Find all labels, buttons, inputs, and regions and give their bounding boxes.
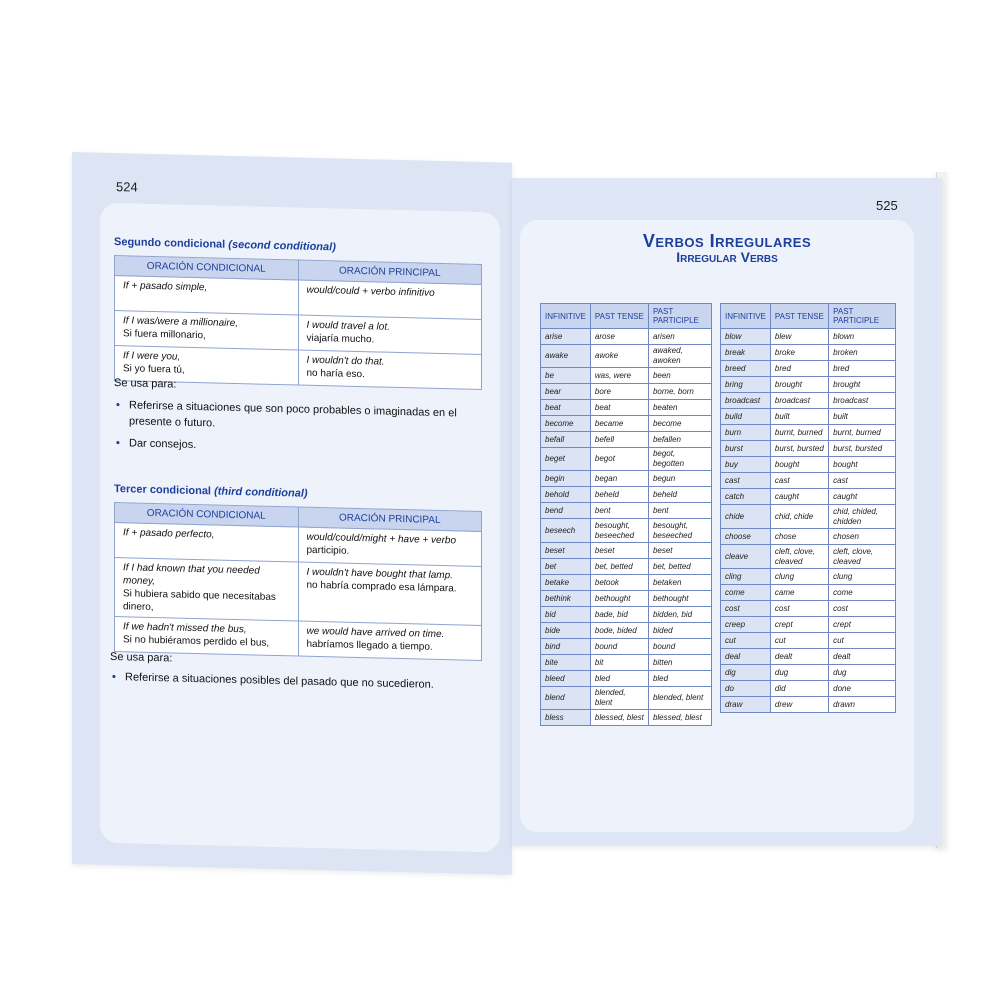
verb-past-participle: bided xyxy=(648,623,711,639)
heading-english: (third conditional) xyxy=(214,485,308,500)
verb-past-tense: blessed, blest xyxy=(590,710,648,726)
verb-past-tense: cut xyxy=(770,633,828,649)
table-row xyxy=(721,649,896,665)
table-row xyxy=(721,393,896,409)
verb-past-participle: broadcast xyxy=(829,393,896,409)
verb-past-participle: built xyxy=(829,409,896,425)
verb-past-participle: chid, chided, chidden xyxy=(829,505,896,529)
cell-text: habríamos llegado a tiempo. xyxy=(306,638,433,653)
verb-past-tense: bode, bided xyxy=(590,623,648,639)
second-conditional-table xyxy=(114,255,482,390)
table-cell xyxy=(298,280,482,319)
verb-past-participle: borne, born xyxy=(648,384,711,400)
verb-infinitive: broadcast xyxy=(721,393,771,409)
verb-infinitive: bite xyxy=(541,655,591,671)
cell-text: I would travel a lot. xyxy=(306,319,390,333)
table-row xyxy=(541,623,712,639)
verb-past-tense: bound xyxy=(590,639,648,655)
verb-past-participle: caught xyxy=(829,489,896,505)
heading-text: Tercer condicional xyxy=(114,483,211,498)
verb-past-tense: crept xyxy=(770,617,828,633)
table-row xyxy=(541,471,712,487)
table-cell xyxy=(115,276,299,315)
verb-past-participle: broken xyxy=(829,345,896,361)
cell-text: If + pasado simple, xyxy=(123,280,208,294)
verb-infinitive: catch xyxy=(721,489,771,505)
verb-past-participle: blown xyxy=(829,329,896,345)
table-cell xyxy=(298,350,482,389)
table-row xyxy=(541,384,712,400)
verb-past-participle: bidden, bid xyxy=(648,607,711,623)
table-row xyxy=(541,329,712,345)
page-number-right: 525 xyxy=(876,198,898,213)
cell-text: Si hubiera sabido que necesitabas dinero, xyxy=(123,588,276,613)
verb-past-participle: bet, betted xyxy=(648,559,711,575)
verb-past-participle: besought, beseeched xyxy=(648,519,711,543)
table-row xyxy=(721,617,896,633)
verb-past-participle: done xyxy=(829,681,896,697)
verb-infinitive: come xyxy=(721,585,771,601)
verb-past-participle: bred xyxy=(829,361,896,377)
verb-past-participle: bitten xyxy=(648,655,711,671)
list-item: • Dar consejos. xyxy=(116,435,466,460)
table-row xyxy=(541,400,712,416)
verb-past-tense: begot xyxy=(590,448,648,471)
table-cell xyxy=(115,311,299,350)
table-cell xyxy=(115,523,299,562)
cell-text: Si yo fuera tú, xyxy=(123,363,185,376)
verb-past-tense: did xyxy=(770,681,828,697)
verb-infinitive: be xyxy=(541,368,591,384)
verb-infinitive: creep xyxy=(721,617,771,633)
verb-past-tense: dealt xyxy=(770,649,828,665)
verb-past-tense: began xyxy=(590,471,648,487)
verb-past-participle: befallen xyxy=(648,432,711,448)
verb-past-tense: bought xyxy=(770,457,828,473)
verb-infinitive: bind xyxy=(541,639,591,655)
verb-infinitive: beseech xyxy=(541,519,591,543)
verb-past-tense: chid, chide xyxy=(770,505,828,529)
page-title: Verbos Irregulares xyxy=(642,231,812,251)
column-header: ORACIÓN CONDICIONAL xyxy=(115,256,299,280)
column-header: ORACIÓN PRINCIPAL xyxy=(298,260,482,284)
table-row xyxy=(541,671,712,687)
table-row xyxy=(541,519,712,543)
column-header: PAST TENSE xyxy=(770,304,828,329)
verb-infinitive: cut xyxy=(721,633,771,649)
table-row xyxy=(721,361,896,377)
verb-infinitive: bring xyxy=(721,377,771,393)
column-header: ORACIÓN PRINCIPAL xyxy=(298,507,482,531)
verb-past-participle: dug xyxy=(829,665,896,681)
verb-past-tense: beheld xyxy=(590,487,648,503)
verb-past-participle: blessed, blest xyxy=(648,710,711,726)
table-row xyxy=(721,425,896,441)
verb-infinitive: blow xyxy=(721,329,771,345)
table-row xyxy=(115,558,482,626)
verb-past-participle: dealt xyxy=(829,649,896,665)
cell-text: viajaría mucho. xyxy=(306,332,375,346)
column-header: ORACIÓN CONDICIONAL xyxy=(115,503,299,527)
verb-past-participle: awaked, awoken xyxy=(648,345,711,368)
heading-english: (second conditional) xyxy=(228,238,336,254)
verb-infinitive: arise xyxy=(541,329,591,345)
verb-past-participle: cleft, clove, cleaved xyxy=(829,545,896,569)
verb-infinitive: bend xyxy=(541,503,591,519)
verb-infinitive: break xyxy=(721,345,771,361)
table-row xyxy=(721,569,896,585)
cell-text: no haría eso. xyxy=(306,367,365,381)
table-row xyxy=(541,368,712,384)
table-row xyxy=(541,487,712,503)
table-row xyxy=(541,687,712,710)
verb-past-participle: drawn xyxy=(829,697,896,713)
verb-infinitive: beat xyxy=(541,400,591,416)
verb-past-tense: built xyxy=(770,409,828,425)
cell-text: I wouldn't do that. xyxy=(306,354,385,368)
verb-past-tense: bade, bid xyxy=(590,607,648,623)
table-row xyxy=(541,710,712,726)
usage-label: Se usa para: xyxy=(110,650,173,665)
table-row xyxy=(541,543,712,559)
column-header: PAST TENSE xyxy=(590,304,648,329)
verb-past-participle: begot, begotten xyxy=(648,448,711,471)
verb-past-tense: burnt, burned xyxy=(770,425,828,441)
table-row xyxy=(541,345,712,368)
table-cell xyxy=(115,558,299,621)
verb-past-tense: bent xyxy=(590,503,648,519)
verb-past-tense: was, were xyxy=(590,368,648,384)
cell-text: Si fuera millonario, xyxy=(123,328,206,342)
page-subtitle: Irregular Verbs xyxy=(676,249,778,265)
table-row xyxy=(721,473,896,489)
table-row xyxy=(721,545,896,569)
verb-past-participle: clung xyxy=(829,569,896,585)
verb-infinitive: do xyxy=(721,681,771,697)
verb-past-tense: bled xyxy=(590,671,648,687)
table-row xyxy=(541,503,712,519)
table-cell xyxy=(298,315,482,354)
table-row xyxy=(721,585,896,601)
verb-past-participle: begun xyxy=(648,471,711,487)
verb-past-participle: become xyxy=(648,416,711,432)
verb-past-participle: burnt, burned xyxy=(829,425,896,441)
table-row xyxy=(721,665,896,681)
verb-infinitive: betake xyxy=(541,575,591,591)
verb-infinitive: befall xyxy=(541,432,591,448)
verb-past-tense: caught xyxy=(770,489,828,505)
table-row xyxy=(541,607,712,623)
cell-text: Si no hubiéramos perdido el bus, xyxy=(123,634,270,649)
table-row xyxy=(721,345,896,361)
left-page xyxy=(72,152,512,875)
verb-past-participle: chosen xyxy=(829,529,896,545)
verb-past-tense: became xyxy=(590,416,648,432)
table-row xyxy=(721,457,896,473)
verb-past-tense: bit xyxy=(590,655,648,671)
verb-infinitive: bide xyxy=(541,623,591,639)
verb-past-participle: been xyxy=(648,368,711,384)
table-cell xyxy=(298,621,482,660)
cell-text: would/could + verbo infinitivo xyxy=(306,284,435,299)
table-row xyxy=(541,575,712,591)
verb-infinitive: awake xyxy=(541,345,591,368)
verb-past-tense: besought, beseeched xyxy=(590,519,648,543)
table-row xyxy=(541,655,712,671)
verb-infinitive: choose xyxy=(721,529,771,545)
verb-past-tense: beat xyxy=(590,400,648,416)
table-cell xyxy=(298,527,482,566)
third-conditional-table xyxy=(114,502,482,661)
verb-past-tense: broke xyxy=(770,345,828,361)
verb-past-tense: brought xyxy=(770,377,828,393)
verb-past-participle: come xyxy=(829,585,896,601)
verb-infinitive: burst xyxy=(721,441,771,457)
verb-past-tense: dug xyxy=(770,665,828,681)
verb-past-participle: cast xyxy=(829,473,896,489)
table-row xyxy=(541,432,712,448)
cell-text: If + pasado perfecto, xyxy=(123,527,215,541)
column-header: INFINITIVE xyxy=(541,304,591,329)
verb-infinitive: beset xyxy=(541,543,591,559)
cell-text: If I had known that you needed money, xyxy=(123,562,260,588)
verb-past-participle: betaken xyxy=(648,575,711,591)
table-row xyxy=(721,377,896,393)
cell-text: If I was/were a millionaire, xyxy=(123,315,239,330)
verb-past-participle: bought xyxy=(829,457,896,473)
table-row xyxy=(721,329,896,345)
table-row xyxy=(721,489,896,505)
verb-infinitive: beget xyxy=(541,448,591,471)
verb-infinitive: deal xyxy=(721,649,771,665)
verb-past-tense: drew xyxy=(770,697,828,713)
verb-past-participle: blended, blent xyxy=(648,687,711,710)
verb-past-tense: beset xyxy=(590,543,648,559)
verb-past-tense: awoke xyxy=(590,345,648,368)
table-row xyxy=(541,448,712,471)
usage-list xyxy=(116,397,466,466)
irregular-verbs-table-left xyxy=(540,303,712,726)
verb-past-tense: bred xyxy=(770,361,828,377)
table-row xyxy=(721,633,896,649)
column-header: PAST PARTICIPLE xyxy=(829,304,896,329)
verb-past-participle: beheld xyxy=(648,487,711,503)
column-header: INFINITIVE xyxy=(721,304,771,329)
verb-past-tense: clung xyxy=(770,569,828,585)
table-row xyxy=(721,409,896,425)
verb-infinitive: build xyxy=(721,409,771,425)
cell-text: would/could/might + have + verbo xyxy=(306,531,457,547)
cell-text: no habría comprado esa lámpara. xyxy=(306,579,457,595)
verb-infinitive: burn xyxy=(721,425,771,441)
verb-infinitive: cast xyxy=(721,473,771,489)
verb-past-tense: bet, betted xyxy=(590,559,648,575)
table-row xyxy=(721,697,896,713)
verb-past-tense: betook xyxy=(590,575,648,591)
verb-past-tense: came xyxy=(770,585,828,601)
page-number-left: 524 xyxy=(116,179,138,195)
table-cell xyxy=(298,562,482,625)
verb-past-participle: brought xyxy=(829,377,896,393)
table-row xyxy=(541,559,712,575)
verb-infinitive: bet xyxy=(541,559,591,575)
verb-infinitive: cling xyxy=(721,569,771,585)
verb-infinitive: bethink xyxy=(541,591,591,607)
verb-past-tense: broadcast xyxy=(770,393,828,409)
verb-past-participle: burst, bursted xyxy=(829,441,896,457)
table-row xyxy=(721,601,896,617)
irregular-verbs-table-right xyxy=(720,303,896,713)
verb-past-tense: cleft, clove, cleaved xyxy=(770,545,828,569)
verb-past-tense: blew xyxy=(770,329,828,345)
cell-text: I wouldn't have bought that lamp. xyxy=(306,566,453,582)
verb-past-tense: cast xyxy=(770,473,828,489)
verb-infinitive: bless xyxy=(541,710,591,726)
verb-past-participle: bethought xyxy=(648,591,711,607)
verb-past-tense: arose xyxy=(590,329,648,345)
verb-past-tense: chose xyxy=(770,529,828,545)
table-row xyxy=(721,441,896,457)
verb-infinitive: bleed xyxy=(541,671,591,687)
verb-infinitive: draw xyxy=(721,697,771,713)
table-row xyxy=(721,505,896,529)
verb-infinitive: cleave xyxy=(721,545,771,569)
cell-text: participio. xyxy=(306,544,350,557)
verb-past-participle: beaten xyxy=(648,400,711,416)
list-item: • Referirse a situaciones posibles del pasado que no sucedieron. xyxy=(112,669,472,694)
cell-text: If I were you, xyxy=(123,350,181,363)
verb-infinitive: cost xyxy=(721,601,771,617)
verb-infinitive: behold xyxy=(541,487,591,503)
verb-infinitive: bear xyxy=(541,384,591,400)
verb-infinitive: become xyxy=(541,416,591,432)
table-row xyxy=(541,416,712,432)
verb-past-participle: bound xyxy=(648,639,711,655)
verb-past-tense: burst, bursted xyxy=(770,441,828,457)
verb-infinitive: buy xyxy=(721,457,771,473)
column-header: PAST PARTICIPLE xyxy=(648,304,711,329)
verb-past-participle: crept xyxy=(829,617,896,633)
list-item: • Referirse a situaciones que son poco probables o imaginadas en el presente o futuro. xyxy=(116,397,466,438)
verb-past-participle: bent xyxy=(648,503,711,519)
verb-infinitive: blend xyxy=(541,687,591,710)
cell-text: we would have arrived on time. xyxy=(306,625,445,641)
verb-past-participle: cost xyxy=(829,601,896,617)
verb-infinitive: dig xyxy=(721,665,771,681)
usage-label: Se usa para: xyxy=(114,377,177,391)
verb-infinitive: begin xyxy=(541,471,591,487)
table-row xyxy=(721,681,896,697)
verb-past-tense: bethought xyxy=(590,591,648,607)
verb-past-participle: arisen xyxy=(648,329,711,345)
verb-past-participle: beset xyxy=(648,543,711,559)
verb-past-tense: blended, blent xyxy=(590,687,648,710)
table-row xyxy=(541,591,712,607)
verb-past-tense: befell xyxy=(590,432,648,448)
verb-infinitive: chide xyxy=(721,505,771,529)
verb-past-tense: bore xyxy=(590,384,648,400)
verb-past-participle: cut xyxy=(829,633,896,649)
table-row xyxy=(721,529,896,545)
verb-past-participle: bled xyxy=(648,671,711,687)
table-row xyxy=(541,639,712,655)
verb-infinitive: breed xyxy=(721,361,771,377)
verb-past-tense: cost xyxy=(770,601,828,617)
verb-infinitive: bid xyxy=(541,607,591,623)
heading-text: Segundo condicional xyxy=(114,236,226,251)
cell-text: If we hadn't missed the bus, xyxy=(123,621,247,636)
